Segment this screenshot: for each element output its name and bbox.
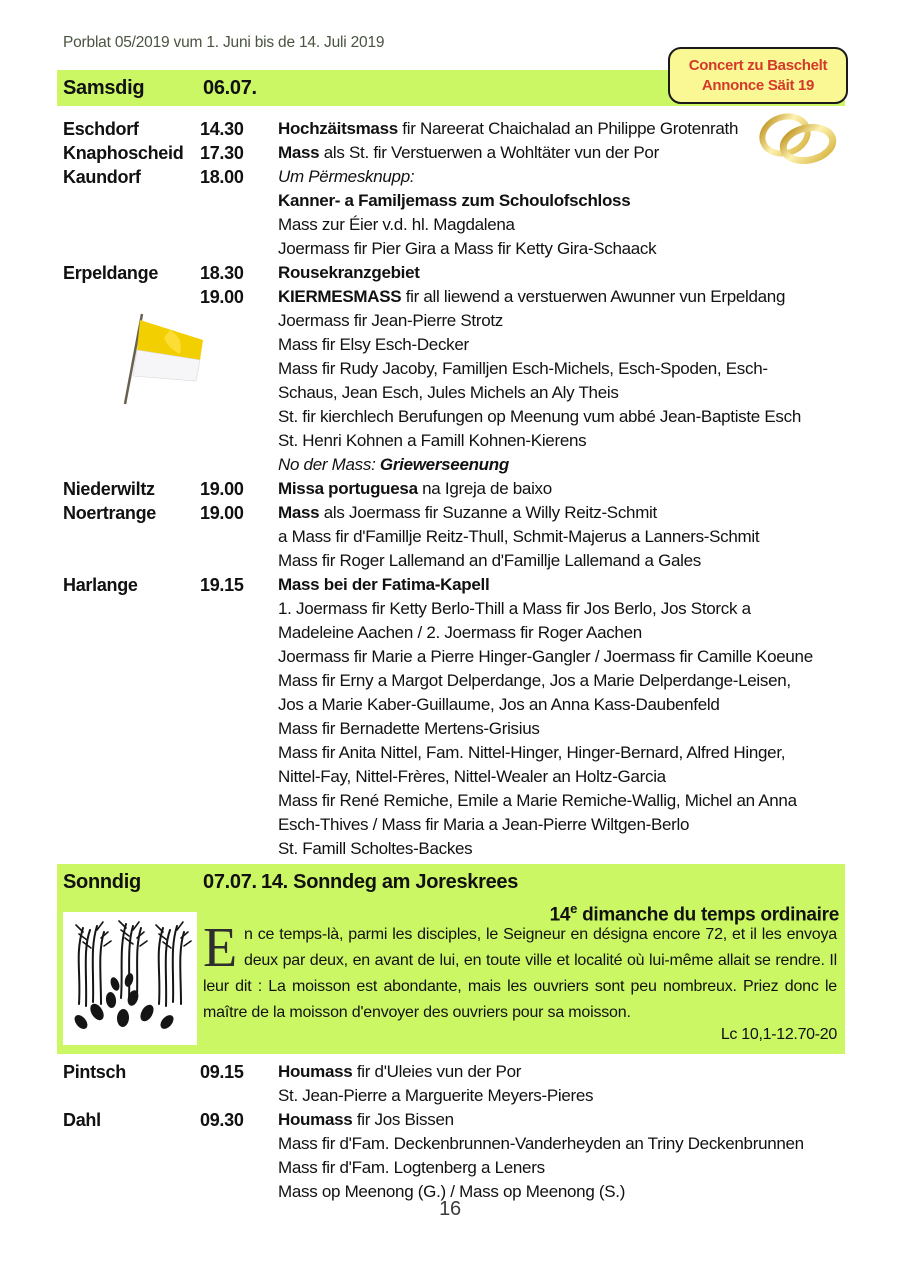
time-cell: 17.30 (200, 143, 244, 163)
location-cell (63, 213, 200, 237)
time-cell: 09.15 (200, 1062, 244, 1082)
description-cell: Hochzäitsmass fir Nareerat Chaichalad an Philippe Grotenrath (278, 119, 739, 138)
description-cell: St. Jean-Pierre a Marguerite Meyers-Pieres (278, 1086, 594, 1105)
description-cell: Mass op Meenong (G.) / Mass op Meenong (S.) (278, 1182, 626, 1201)
time-cell (200, 213, 278, 237)
schedule-row (63, 477, 851, 501)
schedule-row (63, 741, 851, 765)
time-cell (200, 525, 278, 549)
time-cell: 19.00 (200, 503, 244, 523)
location-cell (63, 1132, 200, 1156)
description-cell: Nittel-Fay, Nittel-Frères, Nittel-Wealer an Holtz-Garcia (278, 767, 666, 786)
location-cell: Dahl (63, 1110, 101, 1130)
schedule-row (63, 213, 851, 237)
schedule-row (63, 837, 851, 861)
schedule-row (63, 117, 851, 141)
saturday-schedule (63, 117, 851, 861)
description-cell: St. fir kierchlech Berufungen op Meenung vum abbé Jean-Baptiste Esch (278, 407, 801, 426)
time-cell (200, 1132, 278, 1156)
concert-note-line2: Annonce Säit 19 (701, 77, 815, 94)
gospel-reference: Lc 10,1-12.70-20 (720, 1026, 837, 1043)
description-cell: Mass fir Elsy Esch-Decker (278, 335, 469, 354)
location-cell (63, 237, 200, 261)
gospel-paragraph (203, 917, 837, 1026)
location-cell (63, 669, 200, 693)
sunday-header-bar (57, 864, 845, 896)
description-cell: Mass fir René Remiche, Emile a Marie Remiche-Wallig, Michel an Anna (278, 791, 797, 810)
description-cell: 1. Joermass fir Ketty Berlo-Thill a Mass fir Jos Berlo, Jos Storck a (278, 599, 751, 618)
description-cell: Mass als Joermass fir Suzanne a Willy Reitz-Schmit (278, 503, 657, 522)
schedule-row (63, 261, 851, 285)
schedule-row (63, 573, 851, 597)
saturday-date-label: 06.07. (203, 76, 257, 99)
gospel-dropcap: E (203, 917, 238, 979)
schedule-row (63, 237, 851, 261)
description-cell: Mass zur Éier v.d. hl. Magdalena (278, 215, 515, 234)
concert-note-line1: Concert zu Baschelt (688, 57, 828, 74)
gospel-text: n ce temps-là, parmi les disciples, le Seigneur en désigna encore 72, et il les envoya deux par deux, en avant de lui, en toute ville et localité où lui-même allait se rendre. Il leur dit : La moisson est abondante, mais les ouvriers sont peu nombreux. Priez donc le maître de la moisson d'envoyer des ouvriers pour sa moisson. (203, 926, 837, 1021)
description-cell: Madeleine Aachen / 2. Joermass fir Roger Aachen (278, 623, 642, 642)
location-cell (63, 1084, 200, 1108)
time-cell (200, 741, 278, 765)
sunday-date-label: 07.07. (203, 871, 257, 893)
time-cell: 18.00 (200, 167, 244, 187)
location-cell (63, 1156, 200, 1180)
location-cell: Kaundorf (63, 167, 141, 187)
saturday-day-label: Samsdig (63, 76, 145, 99)
schedule-row (63, 1132, 851, 1156)
schedule-row (63, 141, 851, 165)
location-cell: Pintsch (63, 1062, 126, 1082)
schedule-row (63, 429, 851, 453)
time-cell (200, 621, 278, 645)
schedule-row (63, 645, 851, 669)
time-cell (200, 693, 278, 717)
time-cell (200, 453, 278, 477)
location-cell (63, 765, 200, 789)
schedule-row (63, 789, 851, 813)
time-cell (200, 597, 278, 621)
description-cell: Mass fir d'Fam. Logtenberg a Leners (278, 1158, 545, 1177)
location-cell (63, 429, 200, 453)
time-cell (200, 645, 278, 669)
location-cell (63, 549, 200, 573)
location-cell: Noertrange (63, 503, 157, 523)
description-cell: Missa portuguesa na Igreja de baixo (278, 479, 552, 498)
description-cell: Mass bei der Fatima-Kapell (278, 575, 490, 594)
time-cell (200, 189, 278, 213)
description-cell: Mass fir d'Fam. Deckenbrunnen-Vanderheyden an Triny Deckenbrunnen (278, 1134, 804, 1153)
schedule-row (63, 1156, 851, 1180)
location-cell: Erpeldange (63, 263, 159, 283)
harvest-footprints-image (63, 912, 197, 1045)
sunday-schedule (63, 1060, 851, 1204)
description-cell: Um Përmesknupp: (278, 167, 415, 186)
description-cell: Houmass fir d'Uleies vun der Por (278, 1062, 522, 1081)
time-cell (200, 429, 278, 453)
location-cell (63, 741, 200, 765)
time-cell: 19.15 (200, 575, 244, 595)
location-cell (63, 693, 200, 717)
time-cell (200, 1156, 278, 1180)
page-header: Porblat 05/2019 vum 1. Juni bis de 14. Juli 2019 (63, 34, 385, 51)
time-cell (200, 717, 278, 741)
wedding-rings-icon (753, 110, 841, 168)
description-cell: Mass fir Rudy Jacoby, Familljen Esch-Michels, Esch-Spoden, Esch- (278, 359, 768, 378)
description-cell: Mass als St. fir Verstuerwen a Wohltäter vun der Por (278, 143, 659, 162)
schedule-row (63, 717, 851, 741)
time-cell (200, 765, 278, 789)
description-cell: KIERMESMASS fir all liewend a verstuerwen Awunner vun Erpeldang (278, 287, 786, 306)
description-cell: St. Famill Scholtes-Backes (278, 839, 473, 858)
schedule-row (63, 453, 851, 477)
description-cell: Joermass fir Marie a Pierre Hinger-Gangler / Joermass fir Camille Koeune (278, 647, 813, 666)
description-cell: Joermass fir Pier Gira a Mass fir Ketty Gira-Schaack (278, 239, 657, 258)
location-cell: Eschdorf (63, 119, 139, 139)
schedule-row (63, 501, 851, 525)
location-cell (63, 621, 200, 645)
description-cell: Esch-Thives / Mass fir Maria a Jean-Pierre Wiltgen-Berlo (278, 815, 690, 834)
sunday-day-label: Sonndig (63, 871, 141, 893)
location-cell (63, 837, 200, 861)
schedule-row (63, 669, 851, 693)
location-cell: Knaphoscheid (63, 143, 184, 163)
location-cell (63, 717, 200, 741)
description-cell: Schaus, Jean Esch, Jules Michels an Aly Theis (278, 383, 619, 402)
schedule-row (63, 1108, 851, 1132)
description-cell: No der Mass: Griewerseenung (278, 455, 509, 474)
time-cell: 14.30 (200, 119, 244, 139)
schedule-row (63, 285, 851, 309)
time-cell (200, 549, 278, 573)
location-cell (63, 189, 200, 213)
schedule-row (63, 693, 851, 717)
time-cell (200, 1084, 278, 1108)
location-cell (63, 453, 200, 477)
concert-note-box (668, 47, 848, 104)
time-cell (200, 813, 278, 837)
time-cell: 18.30 (200, 263, 244, 283)
time-cell (200, 237, 278, 261)
description-cell: a Mass fir d'Famillje Reitz-Thull, Schmit-Majerus a Lanners-Schmit (278, 527, 760, 546)
description-cell: Mass fir Anita Nittel, Fam. Nittel-Hinger, Hinger-Bernard, Alfred Hinger, (278, 743, 786, 762)
description-cell: Mass fir Erny a Margot Delperdange, Jos a Marie Delperdange-Leisen, (278, 671, 791, 690)
schedule-row (63, 189, 851, 213)
schedule-row (63, 765, 851, 789)
description-cell: Joermass fir Jean-Pierre Strotz (278, 311, 503, 330)
schedule-row (63, 813, 851, 837)
location-cell (63, 789, 200, 813)
location-cell: Harlange (63, 575, 138, 595)
location-cell (63, 285, 200, 309)
time-cell (200, 669, 278, 693)
description-cell: Mass fir Roger Lallemand an d'Famillje Lallemand a Gales (278, 551, 701, 570)
schedule-row (63, 597, 851, 621)
description-cell: St. Henri Kohnen a Famill Kohnen-Kierens (278, 431, 587, 450)
sunday-subtitle: 14e dimanche du temps ordinaire (549, 901, 839, 926)
description-cell: Rousekranzgebiet (278, 263, 420, 282)
description-cell: Houmass fir Jos Bissen (278, 1110, 454, 1129)
location-cell (63, 525, 200, 549)
location-cell (63, 645, 200, 669)
time-cell: 19.00 (200, 287, 244, 307)
schedule-row (63, 1084, 851, 1108)
schedule-row (63, 621, 851, 645)
time-cell (200, 789, 278, 813)
description-cell: Jos a Marie Kaber-Guillaume, Jos an Anna Kass-Daubenfeld (278, 695, 720, 714)
sunday-section (57, 864, 845, 1054)
page-number: 16 (439, 1198, 461, 1220)
location-cell: Niederwiltz (63, 479, 155, 499)
location-cell (63, 597, 200, 621)
schedule-row (63, 549, 851, 573)
schedule-row (63, 165, 851, 189)
sunday-title: 14. Sonndeg am Joreskrees (261, 871, 519, 893)
description-cell: Mass fir Bernadette Mertens-Grisius (278, 719, 540, 738)
church-flag-icon (110, 308, 218, 410)
location-cell (63, 813, 200, 837)
description-cell: Kanner- a Familjemass zum Schoulofschloss (278, 191, 631, 210)
time-cell (200, 837, 278, 861)
time-cell: 19.00 (200, 479, 244, 499)
schedule-row (63, 525, 851, 549)
time-cell: 09.30 (200, 1110, 244, 1130)
schedule-row (63, 1060, 851, 1084)
